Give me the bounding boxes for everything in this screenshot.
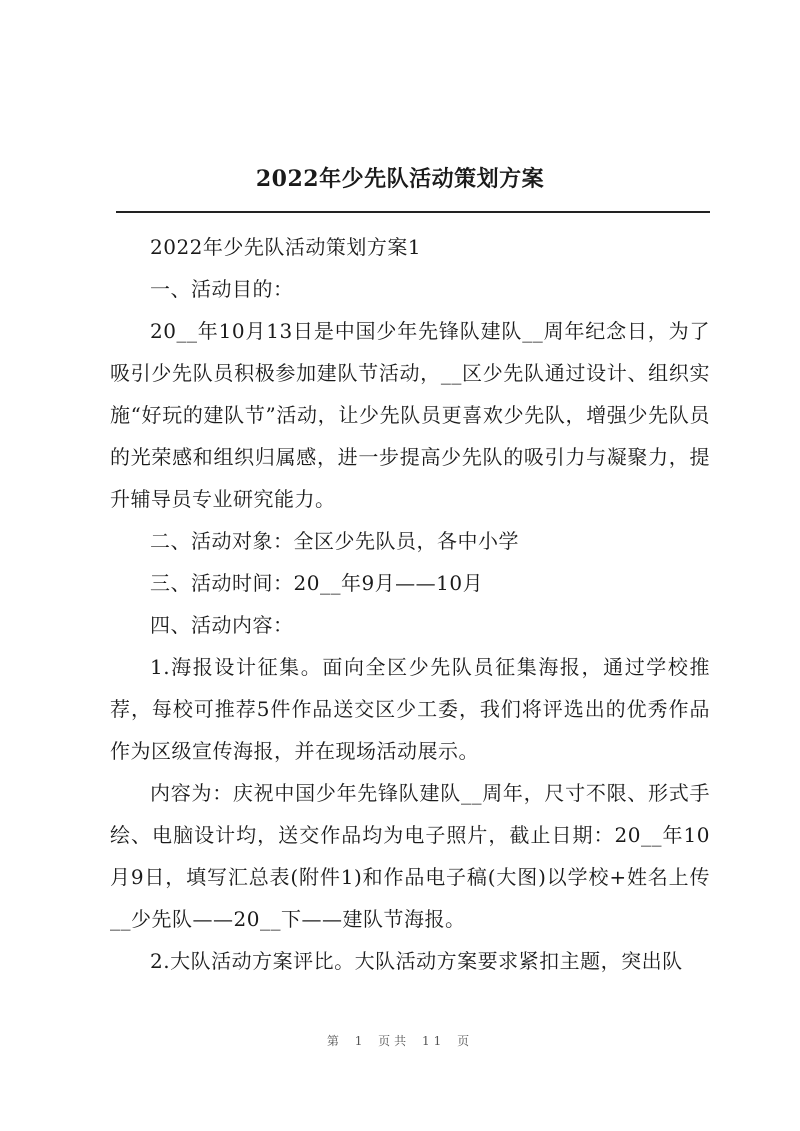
- document-title: 2022年少先队活动策划方案: [255, 166, 545, 192]
- paragraph-section-3: 三、活动时间：20__年9月——10月: [150, 571, 484, 595]
- footer-label-of: 页共: [378, 1034, 411, 1048]
- document-body: [110, 226, 710, 982]
- footer-label-page: 第: [326, 1034, 343, 1048]
- footer-total-pages: 11: [422, 1034, 446, 1048]
- paragraph-section-4: 四、活动内容：: [150, 613, 294, 637]
- paragraph-item-1: 1.海报设计征集。面向全区少先队员征集海报，通过学校推荐，每校可推荐5件作品送交区少工委，我们将评选出的优秀作品作为区级宣传海报，并在现场活动展示。: [110, 655, 710, 763]
- page-footer: [0, 1032, 800, 1049]
- footer-label-end: 页: [457, 1034, 474, 1048]
- paragraph-section-2: 二、活动对象：全区少先队员，各中小学: [150, 529, 519, 553]
- footer-current-page: 1: [354, 1034, 367, 1048]
- paragraph-section-1: 一、活动目的：: [150, 277, 294, 301]
- paragraph-content: 内容为：庆祝中国少年先锋队建队__周年，尺寸不限、形式手绘、电脑设计均，送交作品均为电子照片，截止日期：20__年10月9日，填写汇总表(附件1)和作品电子稿(大图)以学校+姓名上传__少先队——20__下——建队节海报。: [110, 781, 710, 931]
- paragraph-purpose: 20__年10月13日是中国少年先锋队建队__周年纪念日，为了吸引少先队员积极参加建队节活动，__区少先队通过设计、组织实施“好玩的建队节”活动，让少先队员更喜欢少先队，增强少先队员的光荣感和组织归属感，进一步提高少先队的吸引力与凝聚力，提升辅导员专业研究能力。: [110, 319, 710, 511]
- paragraph-item-2: 2.大队活动方案评比。大队活动方案要求紧扣主题，突出队: [150, 949, 683, 973]
- title-divider: [116, 211, 710, 213]
- paragraph-heading: 2022年少先队活动策划方案1: [150, 235, 422, 259]
